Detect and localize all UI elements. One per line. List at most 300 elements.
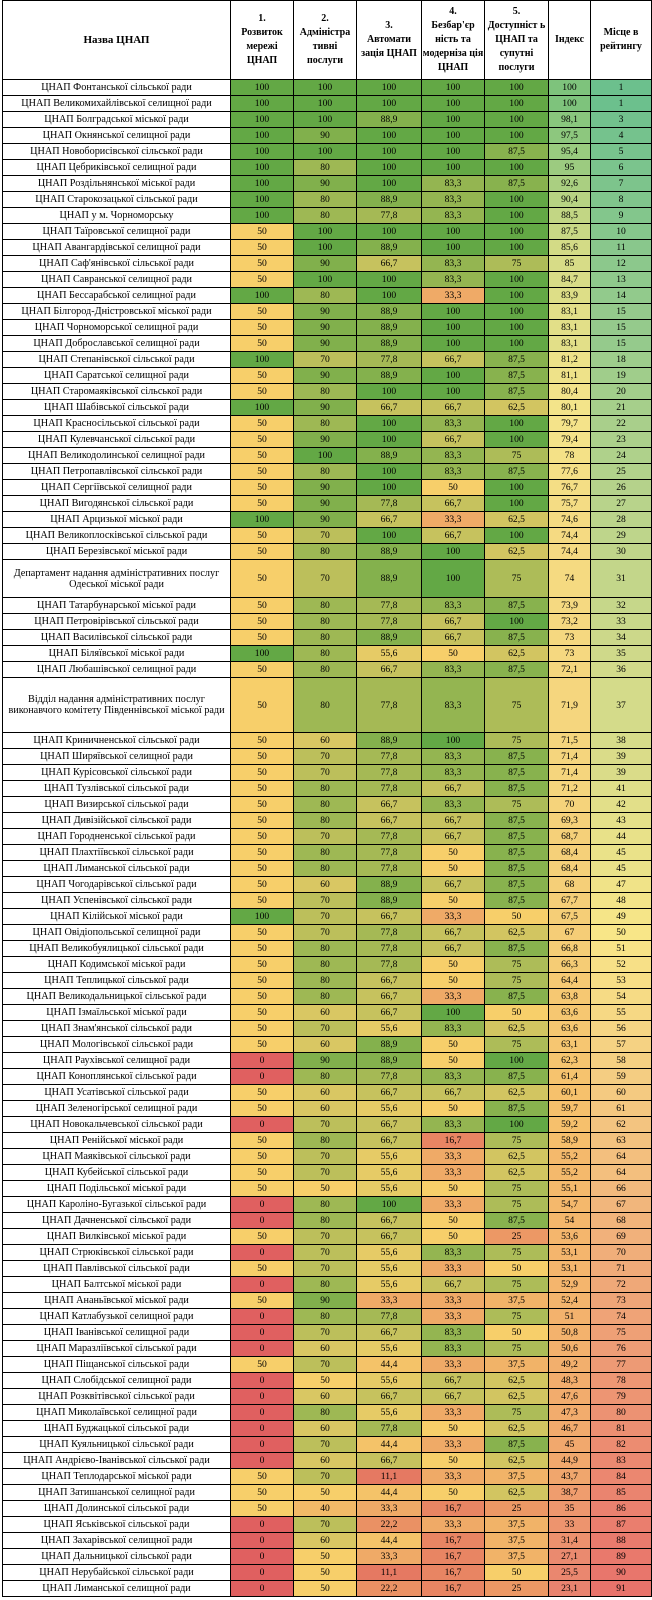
table-row bbox=[3, 797, 652, 813]
rank-cell: 34 bbox=[591, 630, 652, 646]
automation-score-cell: 11,1 bbox=[357, 1565, 422, 1581]
admin-services-score-cell: 60 bbox=[294, 733, 357, 749]
index-cell: 68,4 bbox=[549, 845, 591, 861]
admin-services-score-cell: 60 bbox=[294, 1341, 357, 1357]
network-score-cell: 50 bbox=[231, 1229, 294, 1245]
table-row bbox=[3, 560, 652, 598]
cnap-name-cell: ЦНАП Красносільської сільської ради bbox=[3, 416, 231, 432]
cnap-name-cell: ЦНАП Великомихайлівської селищної ради bbox=[3, 96, 231, 112]
cnap-name-cell: ЦНАП Маяківської сільської ради bbox=[3, 1149, 231, 1165]
automation-score-cell: 55,6 bbox=[357, 1021, 422, 1037]
cnap-name-cell: ЦНАП Кодимської міської ради bbox=[3, 957, 231, 973]
column-header-network: 1. Розвиток мережі ЦНАП bbox=[231, 1, 294, 80]
cnap-name-cell: ЦНАП Біляївської міської ради bbox=[3, 646, 231, 662]
availability-score-cell: 37,5 bbox=[485, 1533, 549, 1549]
accessibility-score-cell: 66,7 bbox=[422, 1277, 485, 1293]
automation-score-cell: 100 bbox=[357, 1197, 422, 1213]
table-row bbox=[3, 829, 652, 845]
availability-score-cell: 87,5 bbox=[485, 144, 549, 160]
network-score-cell: 100 bbox=[231, 646, 294, 662]
table-row bbox=[3, 1549, 652, 1565]
accessibility-score-cell: 50 bbox=[422, 480, 485, 496]
accessibility-score-cell: 66,7 bbox=[422, 400, 485, 416]
cnap-name-cell: ЦНАП Великодолинської селищної ради bbox=[3, 448, 231, 464]
cnap-name-cell: ЦНАП Долинської сільської ради bbox=[3, 1501, 231, 1517]
accessibility-score-cell: 100 bbox=[422, 112, 485, 128]
network-score-cell: 50 bbox=[231, 989, 294, 1005]
availability-score-cell: 100 bbox=[485, 160, 549, 176]
cnap-name-cell: ЦНАП Степанівської сільської ради bbox=[3, 352, 231, 368]
rank-cell: 25 bbox=[591, 464, 652, 480]
accessibility-score-cell: 83,3 bbox=[422, 256, 485, 272]
accessibility-score-cell: 83,3 bbox=[422, 1245, 485, 1261]
cnap-name-cell: ЦНАП Кілійської міської ради bbox=[3, 909, 231, 925]
accessibility-score-cell: 66,7 bbox=[422, 614, 485, 630]
index-cell: 53,6 bbox=[549, 1229, 591, 1245]
automation-score-cell: 88,9 bbox=[357, 304, 422, 320]
automation-score-cell: 77,8 bbox=[357, 781, 422, 797]
table-row bbox=[3, 662, 652, 678]
cnap-name-cell: ЦНАП Любашівської селищної ради bbox=[3, 662, 231, 678]
accessibility-score-cell: 83,3 bbox=[422, 208, 485, 224]
admin-services-score-cell: 60 bbox=[294, 1037, 357, 1053]
automation-score-cell: 66,7 bbox=[357, 1085, 422, 1101]
automation-score-cell: 33,3 bbox=[357, 1501, 422, 1517]
automation-score-cell: 44,4 bbox=[357, 1485, 422, 1501]
table-row bbox=[3, 336, 652, 352]
rank-cell: 68 bbox=[591, 1213, 652, 1229]
admin-services-score-cell: 80 bbox=[294, 598, 357, 614]
network-score-cell: 50 bbox=[231, 432, 294, 448]
availability-score-cell: 87,5 bbox=[485, 352, 549, 368]
index-cell: 83,1 bbox=[549, 336, 591, 352]
automation-score-cell: 66,7 bbox=[357, 662, 422, 678]
index-cell: 46,7 bbox=[549, 1421, 591, 1437]
index-cell: 74,4 bbox=[549, 528, 591, 544]
cnap-name-cell: ЦНАП Ізмаїльської міської ради bbox=[3, 1005, 231, 1021]
network-score-cell: 50 bbox=[231, 1021, 294, 1037]
network-score-cell: 100 bbox=[231, 80, 294, 96]
availability-score-cell: 87,5 bbox=[485, 845, 549, 861]
availability-score-cell: 50 bbox=[485, 1325, 549, 1341]
index-cell: 79,7 bbox=[549, 416, 591, 432]
admin-services-score-cell: 80 bbox=[294, 384, 357, 400]
table-row bbox=[3, 240, 652, 256]
availability-score-cell: 100 bbox=[485, 224, 549, 240]
admin-services-score-cell: 60 bbox=[294, 1533, 357, 1549]
table-row bbox=[3, 1325, 652, 1341]
accessibility-score-cell: 50 bbox=[422, 973, 485, 989]
index-cell: 55,2 bbox=[549, 1149, 591, 1165]
admin-services-score-cell: 80 bbox=[294, 1133, 357, 1149]
rank-cell: 45 bbox=[591, 845, 652, 861]
table-row bbox=[3, 1213, 652, 1229]
network-score-cell: 50 bbox=[231, 781, 294, 797]
accessibility-score-cell: 33,3 bbox=[422, 1357, 485, 1373]
index-cell: 50,6 bbox=[549, 1341, 591, 1357]
rank-cell: 59 bbox=[591, 1069, 652, 1085]
table-row bbox=[3, 544, 652, 560]
accessibility-score-cell: 83,3 bbox=[422, 272, 485, 288]
index-cell: 74 bbox=[549, 560, 591, 598]
table-row bbox=[3, 176, 652, 192]
accessibility-score-cell: 33,3 bbox=[422, 1197, 485, 1213]
availability-score-cell: 100 bbox=[485, 80, 549, 96]
cnap-name-cell: ЦНАП Піщанської сільської ради bbox=[3, 1357, 231, 1373]
availability-score-cell: 87,5 bbox=[485, 765, 549, 781]
table-row bbox=[3, 1277, 652, 1293]
accessibility-score-cell: 100 bbox=[422, 1005, 485, 1021]
table-row bbox=[3, 909, 652, 925]
network-score-cell: 50 bbox=[231, 464, 294, 480]
cnap-name-cell: ЦНАП Слобідської селищної ради bbox=[3, 1373, 231, 1389]
automation-score-cell: 88,9 bbox=[357, 112, 422, 128]
table-row bbox=[3, 1261, 652, 1277]
automation-score-cell: 77,8 bbox=[357, 829, 422, 845]
cnap-name-cell: ЦНАП Нерубайської сільської ради bbox=[3, 1565, 231, 1581]
admin-services-score-cell: 80 bbox=[294, 662, 357, 678]
index-cell: 85 bbox=[549, 256, 591, 272]
admin-services-score-cell: 70 bbox=[294, 560, 357, 598]
cnap-name-cell: ЦНАП Авангардівської селищної ради bbox=[3, 240, 231, 256]
table-row bbox=[3, 208, 652, 224]
automation-score-cell: 55,6 bbox=[357, 1245, 422, 1261]
cnap-name-cell: ЦНАП Вилківської міської ради bbox=[3, 1229, 231, 1245]
index-cell: 83,9 bbox=[549, 288, 591, 304]
availability-score-cell: 87,5 bbox=[485, 598, 549, 614]
rank-cell: 91 bbox=[591, 1581, 652, 1597]
accessibility-score-cell: 100 bbox=[422, 304, 485, 320]
network-score-cell: 50 bbox=[231, 304, 294, 320]
accessibility-score-cell: 50 bbox=[422, 646, 485, 662]
cnap-name-cell: ЦНАП Великоплосківської сільської ради bbox=[3, 528, 231, 544]
network-score-cell: 0 bbox=[231, 1053, 294, 1069]
availability-score-cell: 62,5 bbox=[485, 1149, 549, 1165]
index-cell: 67 bbox=[549, 925, 591, 941]
cnap-name-cell: ЦНАП Татарбунарської міської ради bbox=[3, 598, 231, 614]
network-score-cell: 50 bbox=[231, 1357, 294, 1373]
availability-score-cell: 100 bbox=[485, 416, 549, 432]
network-score-cell: 50 bbox=[231, 368, 294, 384]
cnap-name-cell: Департамент надання адміністративних послуг Одеської міської ради bbox=[3, 560, 231, 598]
network-score-cell: 50 bbox=[231, 749, 294, 765]
table-row bbox=[3, 1373, 652, 1389]
availability-score-cell: 75 bbox=[485, 448, 549, 464]
table-row bbox=[3, 1021, 652, 1037]
index-cell: 50,8 bbox=[549, 1325, 591, 1341]
table-row bbox=[3, 1517, 652, 1533]
admin-services-score-cell: 80 bbox=[294, 464, 357, 480]
index-cell: 49,2 bbox=[549, 1357, 591, 1373]
network-score-cell: 50 bbox=[231, 1485, 294, 1501]
rank-cell: 52 bbox=[591, 957, 652, 973]
admin-services-score-cell: 50 bbox=[294, 1565, 357, 1581]
rank-cell: 28 bbox=[591, 512, 652, 528]
index-cell: 52,4 bbox=[549, 1293, 591, 1309]
network-score-cell: 0 bbox=[231, 1533, 294, 1549]
automation-score-cell: 100 bbox=[357, 464, 422, 480]
automation-score-cell: 100 bbox=[357, 96, 422, 112]
table-row bbox=[3, 781, 652, 797]
table-row bbox=[3, 749, 652, 765]
accessibility-score-cell: 83,3 bbox=[422, 662, 485, 678]
admin-services-score-cell: 70 bbox=[294, 749, 357, 765]
admin-services-score-cell: 80 bbox=[294, 208, 357, 224]
cnap-name-cell: ЦНАП Бессарабської селищної ради bbox=[3, 288, 231, 304]
index-cell: 75,7 bbox=[549, 496, 591, 512]
accessibility-score-cell: 66,7 bbox=[422, 925, 485, 941]
index-cell: 76,7 bbox=[549, 480, 591, 496]
table-row bbox=[3, 989, 652, 1005]
index-cell: 63,6 bbox=[549, 1005, 591, 1021]
accessibility-score-cell: 83,3 bbox=[422, 678, 485, 733]
availability-score-cell: 100 bbox=[485, 208, 549, 224]
rank-cell: 14 bbox=[591, 288, 652, 304]
accessibility-score-cell: 100 bbox=[422, 336, 485, 352]
table-row bbox=[3, 256, 652, 272]
cnap-name-cell: ЦНАП Овідіопольської селищної ради bbox=[3, 925, 231, 941]
rank-cell: 19 bbox=[591, 368, 652, 384]
index-cell: 78 bbox=[549, 448, 591, 464]
network-score-cell: 50 bbox=[231, 598, 294, 614]
availability-score-cell: 62,5 bbox=[485, 1373, 549, 1389]
network-score-cell: 50 bbox=[231, 224, 294, 240]
index-cell: 66,3 bbox=[549, 957, 591, 973]
availability-score-cell: 25 bbox=[485, 1581, 549, 1597]
index-cell: 73 bbox=[549, 646, 591, 662]
rank-cell: 4 bbox=[591, 128, 652, 144]
automation-score-cell: 88,9 bbox=[357, 560, 422, 598]
table-row bbox=[3, 1581, 652, 1597]
accessibility-score-cell: 16,7 bbox=[422, 1133, 485, 1149]
cnap-name-cell: ЦНАП Фонтанської сільської ради bbox=[3, 80, 231, 96]
network-score-cell: 50 bbox=[231, 614, 294, 630]
rank-cell: 77 bbox=[591, 1357, 652, 1373]
index-cell: 100 bbox=[549, 96, 591, 112]
rank-cell: 47 bbox=[591, 877, 652, 893]
network-score-cell: 0 bbox=[231, 1069, 294, 1085]
network-score-cell: 0 bbox=[231, 1453, 294, 1469]
index-cell: 33 bbox=[549, 1517, 591, 1533]
table-row bbox=[3, 957, 652, 973]
table-row bbox=[3, 813, 652, 829]
table-row bbox=[3, 480, 652, 496]
index-cell: 68 bbox=[549, 877, 591, 893]
rank-cell: 54 bbox=[591, 989, 652, 1005]
table-row bbox=[3, 1533, 652, 1549]
table-row bbox=[3, 1293, 652, 1309]
index-cell: 52,9 bbox=[549, 1277, 591, 1293]
accessibility-score-cell: 100 bbox=[422, 544, 485, 560]
network-score-cell: 50 bbox=[231, 925, 294, 941]
accessibility-score-cell: 100 bbox=[422, 128, 485, 144]
availability-score-cell: 62,5 bbox=[485, 1389, 549, 1405]
column-header-index: Індекс bbox=[549, 1, 591, 80]
automation-score-cell: 66,7 bbox=[357, 813, 422, 829]
network-score-cell: 100 bbox=[231, 288, 294, 304]
cnap-name-cell: ЦНАП Окнянської селищної ради bbox=[3, 128, 231, 144]
network-score-cell: 100 bbox=[231, 144, 294, 160]
rank-cell: 27 bbox=[591, 496, 652, 512]
index-cell: 64,4 bbox=[549, 973, 591, 989]
automation-score-cell: 66,7 bbox=[357, 512, 422, 528]
availability-score-cell: 25 bbox=[485, 1229, 549, 1245]
rank-cell: 79 bbox=[591, 1389, 652, 1405]
automation-score-cell: 66,7 bbox=[357, 1389, 422, 1405]
automation-score-cell: 66,7 bbox=[357, 1213, 422, 1229]
cnap-name-cell: ЦНАП Городненської сільської ради bbox=[3, 829, 231, 845]
admin-services-score-cell: 80 bbox=[294, 1213, 357, 1229]
automation-score-cell: 77,8 bbox=[357, 1069, 422, 1085]
availability-score-cell: 75 bbox=[485, 797, 549, 813]
network-score-cell: 50 bbox=[231, 829, 294, 845]
table-row bbox=[3, 1341, 652, 1357]
table-row bbox=[3, 1197, 652, 1213]
automation-score-cell: 88,9 bbox=[357, 320, 422, 336]
cnap-name-cell: ЦНАП Сергіївської селищної ради bbox=[3, 480, 231, 496]
availability-score-cell: 37,5 bbox=[485, 1293, 549, 1309]
automation-score-cell: 55,6 bbox=[357, 1277, 422, 1293]
accessibility-score-cell: 16,7 bbox=[422, 1501, 485, 1517]
table-row bbox=[3, 1117, 652, 1133]
table-row bbox=[3, 1181, 652, 1197]
cnap-name-cell: ЦНАП Василівської сільської ради bbox=[3, 630, 231, 646]
automation-score-cell: 33,3 bbox=[357, 1293, 422, 1309]
availability-score-cell: 100 bbox=[485, 288, 549, 304]
accessibility-score-cell: 50 bbox=[422, 1101, 485, 1117]
network-score-cell: 50 bbox=[231, 797, 294, 813]
column-header-automation: 3. Автомати зація ЦНАП bbox=[357, 1, 422, 80]
index-cell: 97,5 bbox=[549, 128, 591, 144]
admin-services-score-cell: 90 bbox=[294, 368, 357, 384]
network-score-cell: 100 bbox=[231, 112, 294, 128]
network-score-cell: 100 bbox=[231, 96, 294, 112]
automation-score-cell: 100 bbox=[357, 480, 422, 496]
table-row bbox=[3, 1469, 652, 1485]
network-score-cell: 50 bbox=[231, 733, 294, 749]
cnap-name-cell: ЦНАП Шабівської сільської ради bbox=[3, 400, 231, 416]
availability-score-cell: 75 bbox=[485, 560, 549, 598]
cnap-name-cell: ЦНАП Теплицької сільської ради bbox=[3, 973, 231, 989]
table-row bbox=[3, 1389, 652, 1405]
automation-score-cell: 88,9 bbox=[357, 544, 422, 560]
automation-score-cell: 77,8 bbox=[357, 749, 422, 765]
automation-score-cell: 55,6 bbox=[357, 1181, 422, 1197]
index-cell: 79,4 bbox=[549, 432, 591, 448]
network-score-cell: 50 bbox=[231, 480, 294, 496]
accessibility-score-cell: 16,7 bbox=[422, 1565, 485, 1581]
admin-services-score-cell: 90 bbox=[294, 336, 357, 352]
cnap-name-cell: ЦНАП Дачненської сільської ради bbox=[3, 1213, 231, 1229]
cnap-name-cell: ЦНАП Савранської селищної ради bbox=[3, 272, 231, 288]
table-row bbox=[3, 973, 652, 989]
admin-services-score-cell: 80 bbox=[294, 1405, 357, 1421]
accessibility-score-cell: 83,3 bbox=[422, 1021, 485, 1037]
automation-score-cell: 66,7 bbox=[357, 1133, 422, 1149]
rank-cell: 10 bbox=[591, 224, 652, 240]
index-cell: 43,7 bbox=[549, 1469, 591, 1485]
cnap-name-cell: ЦНАП Арцизької міської ради bbox=[3, 512, 231, 528]
admin-services-score-cell: 60 bbox=[294, 1389, 357, 1405]
accessibility-score-cell: 83,3 bbox=[422, 192, 485, 208]
rank-cell: 20 bbox=[591, 384, 652, 400]
table-row bbox=[3, 1453, 652, 1469]
table-row bbox=[3, 224, 652, 240]
availability-score-cell: 87,5 bbox=[485, 1101, 549, 1117]
availability-score-cell: 62,5 bbox=[485, 1421, 549, 1437]
accessibility-score-cell: 66,7 bbox=[422, 781, 485, 797]
index-cell: 27,1 bbox=[549, 1549, 591, 1565]
admin-services-score-cell: 60 bbox=[294, 1101, 357, 1117]
table-row bbox=[3, 304, 652, 320]
rank-cell: 72 bbox=[591, 1277, 652, 1293]
automation-score-cell: 88,9 bbox=[357, 192, 422, 208]
admin-services-score-cell: 80 bbox=[294, 544, 357, 560]
automation-score-cell: 55,6 bbox=[357, 1149, 422, 1165]
admin-services-score-cell: 80 bbox=[294, 781, 357, 797]
table-row bbox=[3, 496, 652, 512]
cnap-name-cell: ЦНАП у м. Чорноморську bbox=[3, 208, 231, 224]
admin-services-score-cell: 70 bbox=[294, 893, 357, 909]
network-score-cell: 0 bbox=[231, 1117, 294, 1133]
table-row bbox=[3, 112, 652, 128]
availability-score-cell: 62,5 bbox=[485, 1085, 549, 1101]
accessibility-score-cell: 66,7 bbox=[422, 813, 485, 829]
table-row bbox=[3, 1229, 652, 1245]
network-score-cell: 50 bbox=[231, 662, 294, 678]
availability-score-cell: 37,5 bbox=[485, 1469, 549, 1485]
network-score-cell: 50 bbox=[231, 1085, 294, 1101]
rank-cell: 57 bbox=[591, 1037, 652, 1053]
index-cell: 44,9 bbox=[549, 1453, 591, 1469]
cnap-name-cell: ЦНАП Петропавлівської сільської ради bbox=[3, 464, 231, 480]
rank-cell: 75 bbox=[591, 1325, 652, 1341]
network-score-cell: 0 bbox=[231, 1421, 294, 1437]
automation-score-cell: 44,4 bbox=[357, 1437, 422, 1453]
availability-score-cell: 100 bbox=[485, 1117, 549, 1133]
cnap-name-cell: ЦНАП Балтської міської ради bbox=[3, 1277, 231, 1293]
index-cell: 67,5 bbox=[549, 909, 591, 925]
rank-cell: 81 bbox=[591, 1421, 652, 1437]
rank-cell: 76 bbox=[591, 1341, 652, 1357]
accessibility-score-cell: 33,3 bbox=[422, 1517, 485, 1533]
network-score-cell: 50 bbox=[231, 384, 294, 400]
automation-score-cell: 77,8 bbox=[357, 1309, 422, 1325]
admin-services-score-cell: 70 bbox=[294, 1469, 357, 1485]
automation-score-cell: 66,7 bbox=[357, 909, 422, 925]
index-cell: 31,4 bbox=[549, 1533, 591, 1549]
availability-score-cell: 75 bbox=[485, 256, 549, 272]
network-score-cell: 0 bbox=[231, 1325, 294, 1341]
admin-services-score-cell: 90 bbox=[294, 496, 357, 512]
automation-score-cell: 66,7 bbox=[357, 1117, 422, 1133]
automation-score-cell: 77,8 bbox=[357, 208, 422, 224]
rank-cell: 21 bbox=[591, 400, 652, 416]
accessibility-score-cell: 33,3 bbox=[422, 1309, 485, 1325]
network-score-cell: 50 bbox=[231, 1181, 294, 1197]
availability-score-cell: 100 bbox=[485, 1053, 549, 1069]
index-cell: 100 bbox=[549, 80, 591, 96]
accessibility-score-cell: 66,7 bbox=[422, 496, 485, 512]
index-cell: 54,7 bbox=[549, 1197, 591, 1213]
network-score-cell: 50 bbox=[231, 256, 294, 272]
index-cell: 90,4 bbox=[549, 192, 591, 208]
index-cell: 77,6 bbox=[549, 464, 591, 480]
network-score-cell: 50 bbox=[231, 544, 294, 560]
automation-score-cell: 100 bbox=[357, 80, 422, 96]
index-cell: 66,8 bbox=[549, 941, 591, 957]
admin-services-score-cell: 80 bbox=[294, 1069, 357, 1085]
